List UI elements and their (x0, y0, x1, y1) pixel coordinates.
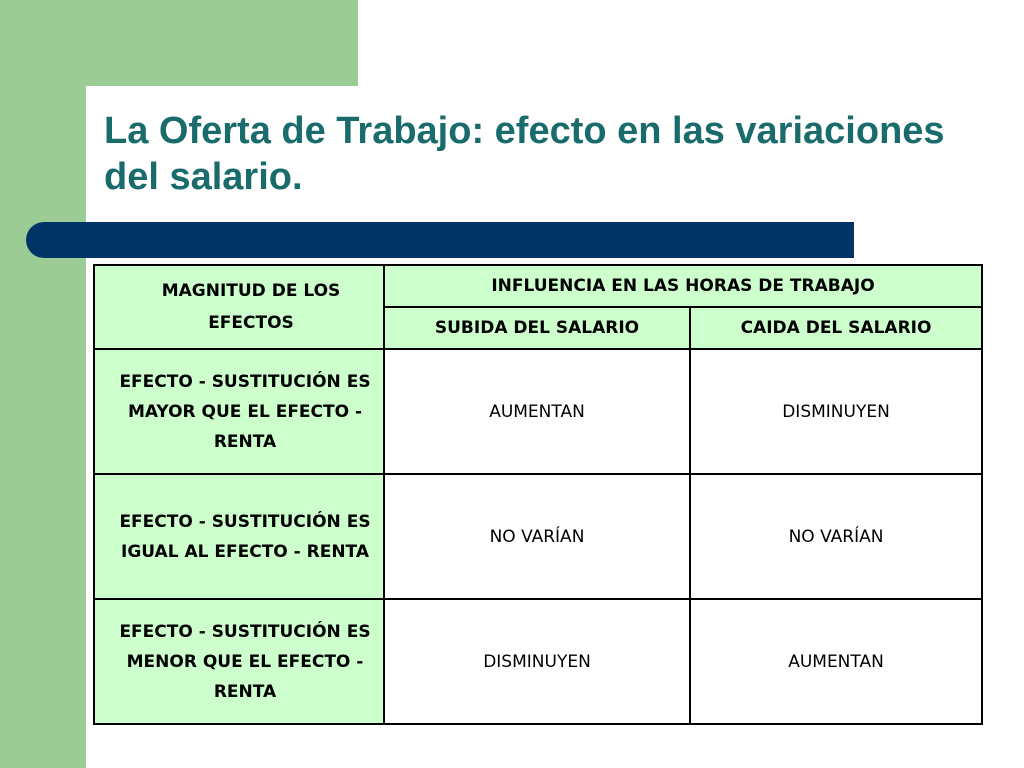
row-label: EFECTO - SUSTITUCIÓN ES IGUAL AL EFECTO - RENTA (94, 474, 384, 599)
table-cell: NO VARÍAN (384, 474, 690, 599)
table-cell: AUMENTAN (384, 349, 690, 474)
table-row (94, 474, 982, 599)
column-header-fall: CAIDA DEL SALARIO (690, 307, 982, 349)
table-row (94, 599, 982, 724)
slide-title: La Oferta de Trabajo: efecto en las variaciones del salario. (104, 110, 945, 198)
column-header-raise: SUBIDA DEL SALARIO (384, 307, 690, 349)
top-accent-band (0, 0, 358, 86)
table-cell: DISMINUYEN (690, 349, 982, 474)
table-cell: DISMINUYEN (384, 599, 690, 724)
row-label: EFECTO - SUSTITUCIÓN ES MAYOR QUE EL EFECTO - RENTA (94, 349, 384, 474)
title-underline-bar (26, 222, 854, 258)
influence-header-cell: INFLUENCIA EN LAS HORAS DE TRABAJO (384, 265, 982, 307)
table-cell: NO VARÍAN (690, 474, 982, 599)
row-label: EFECTO - SUSTITUCIÓN ES MENOR QUE EL EFECTO - RENTA (94, 599, 384, 724)
table-header-row (94, 265, 982, 307)
left-accent-band (0, 0, 86, 768)
table-cell: AUMENTAN (690, 599, 982, 724)
table-row (94, 349, 982, 474)
magnitude-header-cell: MAGNITUD DE LOS EFECTOS (94, 265, 384, 349)
effects-table (93, 264, 983, 725)
